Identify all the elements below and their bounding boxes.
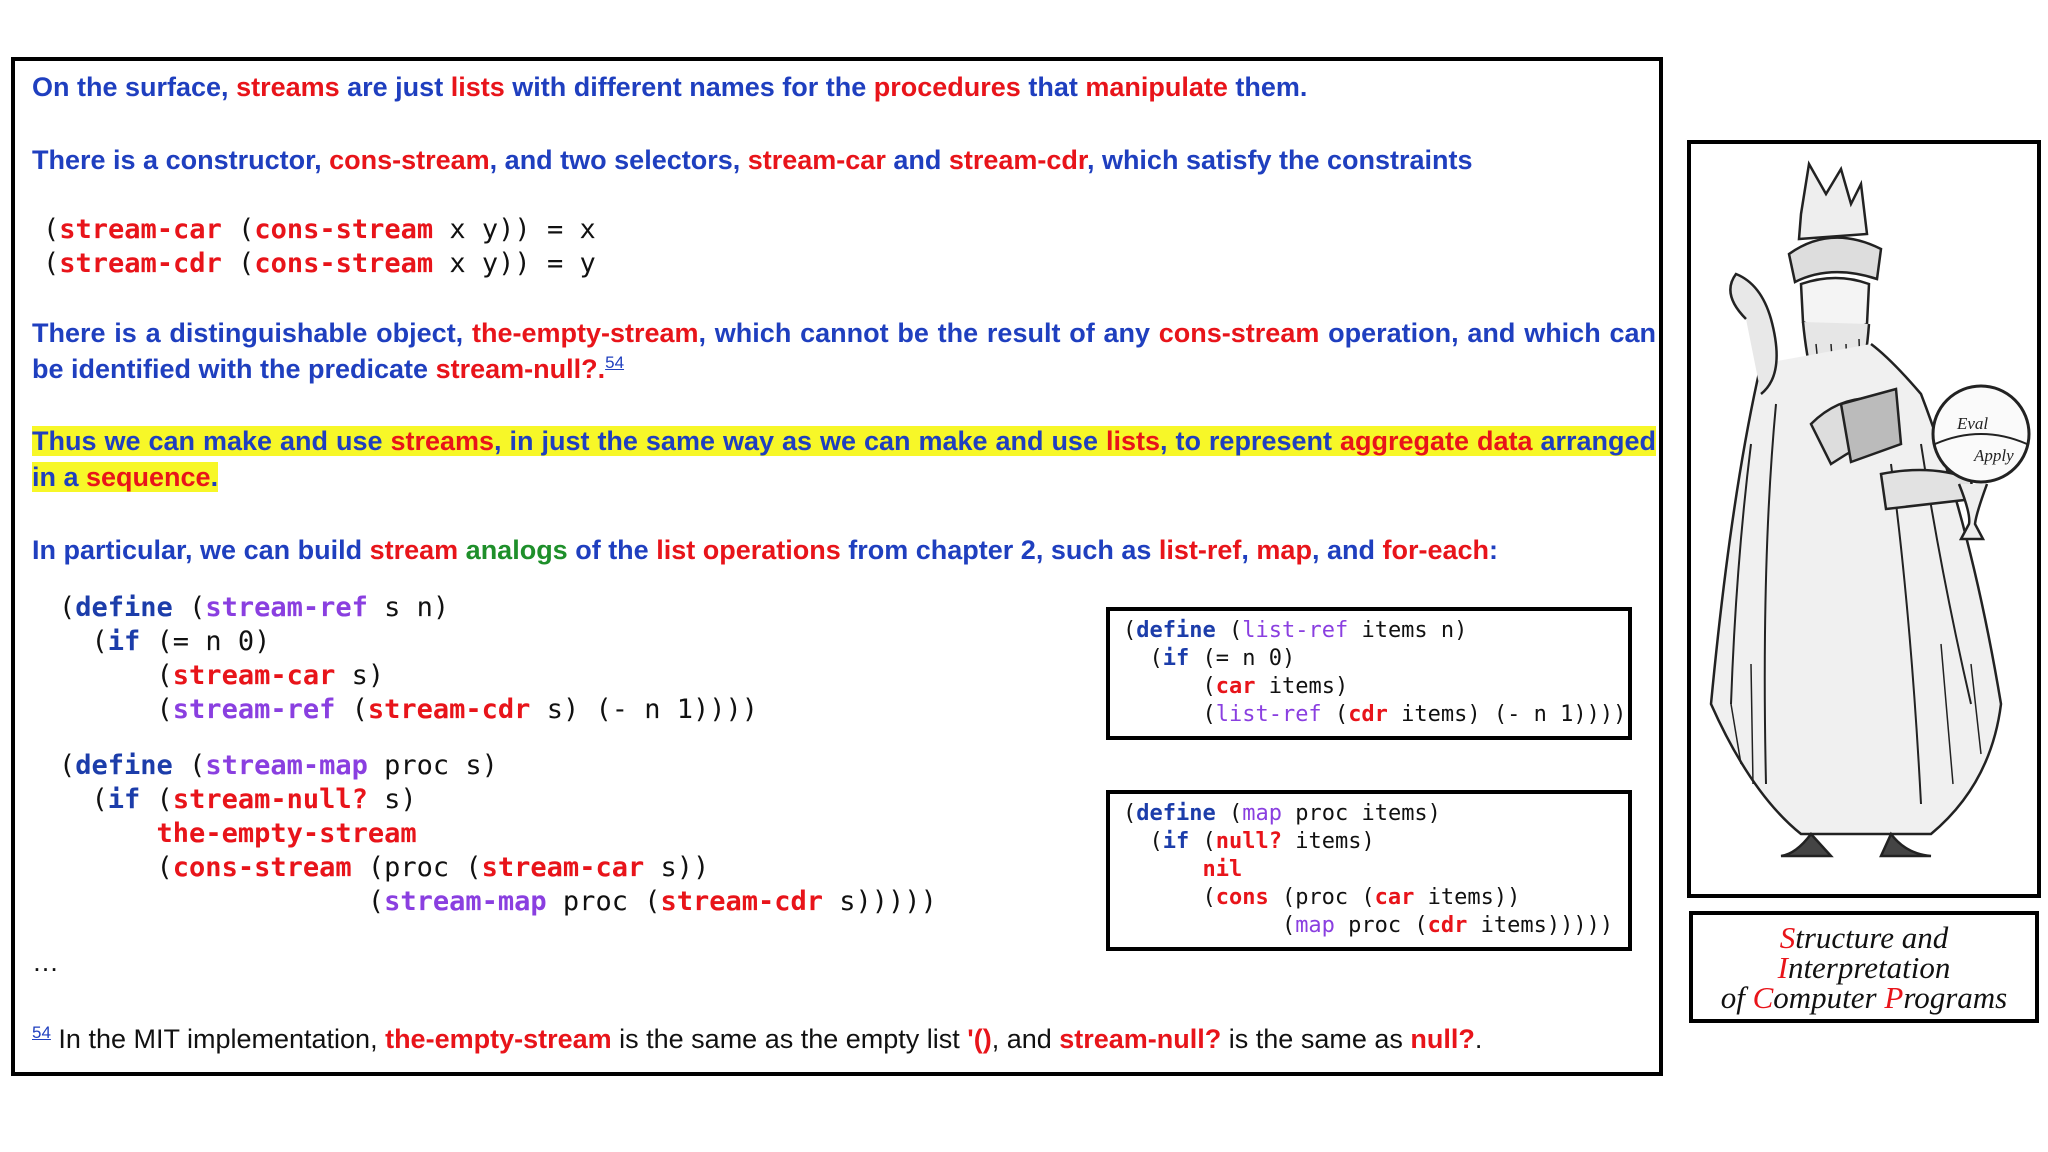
term-the-empty-stream: the-empty-stream	[385, 1024, 612, 1054]
footnote-number[interactable]: 54	[32, 1023, 51, 1042]
term-stream: stream	[369, 535, 459, 565]
footnote: $^{54}$ In the MIT implementation, the-empty-stream is the same as the empty list '(), and stream-null? is the same as null?.	[32, 1023, 1483, 1054]
term-cons-stream: cons-stream	[1158, 318, 1320, 348]
text: There is a constructor,	[32, 145, 330, 175]
text: from chapter 2, such as	[840, 535, 1159, 565]
text: .	[210, 462, 219, 492]
text: arranged in a	[32, 426, 1656, 492]
text: There is a distinguishable object,	[32, 318, 472, 348]
term-streams: streams	[390, 426, 495, 456]
text: , in just the same way as we can make and use	[494, 426, 1106, 456]
code-stream-map: (define (stream-map proc s) (if (stream-null? s) the-empty-stream (cons-stream (proc (stream-car s)) (stream-map proc (stream-cdr s)))))	[59, 750, 937, 917]
term-stream-null: stream-null?	[435, 354, 598, 384]
paragraph-highlight	[32, 423, 1656, 495]
text: operation, and which can be identified with the predicate	[32, 318, 1656, 384]
term-the-empty-stream: the-empty-stream	[471, 318, 699, 348]
code-map: (define (map proc items) (if (null? items) nil (cons (proc (car items)) (map proc (cdr items)))))	[1123, 801, 1614, 938]
term-aggregate-data: aggregate data	[1339, 426, 1533, 456]
text: and	[885, 145, 949, 175]
code-list-ref: (define (list-ref items n) (if (= n 0) (car items) (list-ref (cdr items) (- n 1))))	[1123, 618, 1627, 727]
text: , which cannot be the result of any	[698, 318, 1159, 348]
code-stream-ref: (define (stream-ref s n) (if (= n 0) (stream-car s) (stream-ref (stream-cdr s) (- n 1))))	[59, 592, 759, 725]
book-title-line-1: Structure and	[1779, 920, 1949, 955]
text: In the MIT implementation,	[50, 1024, 386, 1054]
book-title-line-3: of Computer Programs	[1720, 980, 2008, 1015]
text: are just	[339, 72, 451, 102]
code-box-map	[1106, 790, 1632, 951]
term-list-ref: list-ref	[1158, 535, 1242, 565]
book-title	[1689, 911, 2039, 1023]
code-box-list-ref	[1106, 607, 1632, 740]
text: that	[1020, 72, 1086, 102]
text: , which satisfy the constraints	[1086, 145, 1473, 175]
term-stream-car: stream-car	[747, 145, 886, 175]
text: In particular, we can build	[32, 535, 370, 565]
term-operations: operations	[702, 535, 841, 565]
text: , and	[1311, 535, 1383, 565]
paragraph-constructor	[32, 142, 1656, 178]
text: , to represent	[1159, 426, 1340, 456]
term-analogs: analogs	[465, 535, 568, 565]
text: Thus we can make and use	[32, 426, 391, 456]
term-procedures: procedures	[873, 72, 1021, 102]
term-streams: streams	[236, 72, 340, 102]
term-manipulate: manipulate	[1085, 72, 1228, 102]
constraints-code: (stream-car (cons-stream x y)) = x (stream-cdr (cons-stream x y)) = y	[43, 214, 596, 279]
paragraph-analogs: In particular, we can build stream analogs of the list operations from chapter 2, such as list-ref, map, and for-each:	[32, 535, 1498, 565]
text: , and	[991, 1024, 1060, 1054]
text: them.	[1227, 72, 1308, 102]
wizard-figure	[1691, 144, 2037, 894]
term-lists: lists	[450, 72, 505, 102]
text: .	[597, 354, 606, 384]
term-lists: lists	[1105, 426, 1160, 456]
footnote-link[interactable]: 54	[605, 353, 625, 372]
term-stream-null: stream-null?	[1059, 1024, 1222, 1054]
term-for-each: for-each	[1382, 535, 1489, 565]
text: of the	[567, 535, 657, 565]
text: On the surface,	[32, 72, 237, 102]
term-list: list	[656, 535, 696, 565]
ellipsis: …	[32, 947, 59, 977]
term-stream-cdr: stream-cdr	[948, 145, 1087, 175]
text: , and two selectors,	[489, 145, 748, 175]
term-null: null?	[1410, 1024, 1475, 1054]
sphere-label-bottom: Apply	[1974, 446, 2014, 465]
paragraph-surface	[32, 69, 1656, 105]
content-panel	[11, 57, 1663, 1076]
book-title-line-2: Interpretation	[1777, 950, 1951, 985]
sphere-label-top: Eval	[1957, 414, 1989, 433]
term-empty-list: '()	[967, 1024, 992, 1054]
text: is the same as the empty list	[611, 1024, 968, 1054]
paragraph-empty-stream	[32, 315, 1656, 387]
term-sequence: sequence	[86, 462, 211, 492]
term-map: map	[1256, 535, 1312, 565]
text: is the same as	[1221, 1024, 1411, 1054]
term-cons-stream: cons-stream	[329, 145, 490, 175]
wizard-illustration	[1687, 140, 2041, 898]
text: with different names for the	[504, 72, 874, 102]
